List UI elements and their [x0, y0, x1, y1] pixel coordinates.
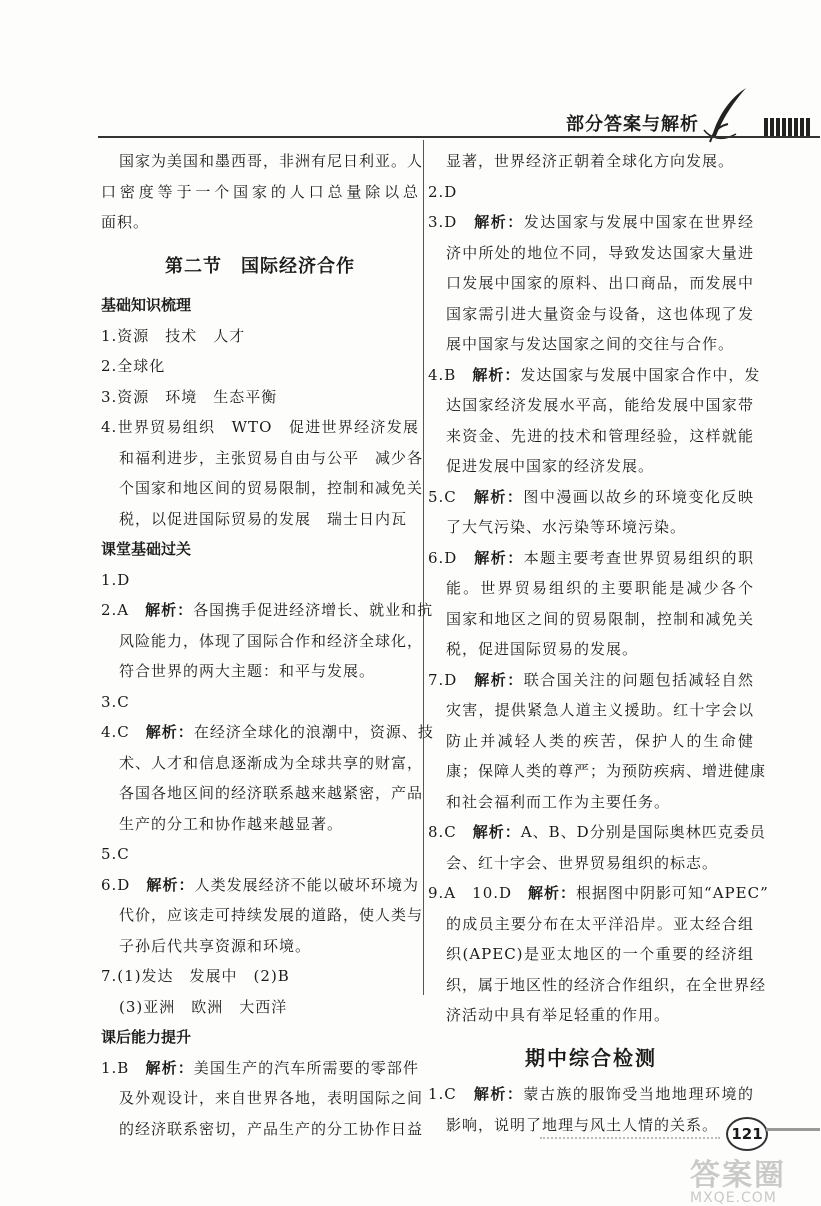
analysis-line: 来资金、先进的技术和管理经验，这样就能	[446, 426, 754, 445]
answer-number: 5.C	[428, 487, 474, 506]
analysis-text: 在经济全球化的浪潮中，资源、技	[193, 723, 434, 741]
basics-heading: 基础知识梳理	[101, 296, 192, 314]
text-line: 口密度等于一个国家的人口总量除以总	[101, 182, 419, 201]
left-column	[101, 146, 434, 1144]
analysis-line: 会、红十字会、世界贸易组织的标志。	[446, 853, 719, 872]
analysis-line: 口发展中国家的原料、出口商品，而发展中	[446, 274, 754, 292]
answer-number: 6.D	[101, 875, 147, 894]
analysis-line: 国家需引进大量资金与设备，这也体现了发	[446, 304, 754, 323]
answer-number: 9.A 10.D	[428, 884, 529, 902]
analysis-line: 的成员主要分布在太平洋沿岸。亚太经合组	[446, 914, 754, 933]
answer-line: (3)亚洲 欧洲 大西洋	[119, 997, 288, 1016]
analysis-text: 各国携手促进经济增长、就业和抗	[193, 601, 434, 619]
analysis-line: 税，促进国际贸易的发展。	[446, 640, 639, 658]
analysis-line: 各国各地区间的经济联系越来越紧密，产品	[119, 784, 424, 802]
analysis-text: 图中漫画以故乡的环境变化反映	[523, 487, 754, 506]
analysis-line: 生产的分工和协作越来越显著。	[119, 814, 344, 833]
analysis-line: 风险能力，体现了国际合作和经济全球化，	[119, 631, 424, 650]
analysis-line: 子孙后代共享资源和环境。	[119, 936, 312, 955]
analysis-line: 济中所处的地位不同，导致发达国家大量进	[446, 243, 754, 262]
answer-number: 4.B	[428, 365, 473, 384]
answer-line: 1.D	[101, 570, 131, 589]
answer-line: 7.(1)发达 发展中 (2)B	[101, 967, 290, 985]
text-line: 显著，世界经济正朝着全球化方向发展。	[446, 152, 735, 170]
analysis-label: 解析：	[472, 365, 521, 384]
analysis-line: 促进发展中国家的经济发展。	[446, 457, 655, 475]
analysis-label: 解析：	[145, 601, 194, 619]
answer-line: 2.全球化	[101, 357, 166, 375]
answer-line: 和福利进步，主张贸易自由与公平 减少各	[119, 448, 424, 467]
analysis-label: 解析：	[145, 723, 194, 741]
analysis-line: 能。世界贸易组织的主要职能是减少各个	[446, 579, 754, 597]
analysis-line: 代价，应该走可持续发展的道路，使人类与	[119, 906, 424, 924]
midterm-title: 期中综合检测	[525, 1045, 657, 1070]
analysis-text: 根据图中阴影可知“APEC”	[576, 884, 769, 902]
analysis-line: 展中国家与发达国家之间的交往与合作。	[446, 335, 735, 353]
analysis-line: 符合世界的两大主题：和平与发展。	[119, 662, 376, 680]
answer-number: 8.C	[428, 823, 473, 841]
analysis-line: 国家和地区之间的贸易限制，控制和减免关	[446, 609, 754, 628]
watermark-url: MXQE.COM	[690, 1190, 777, 1206]
text-line: 面积。	[101, 213, 150, 231]
analysis-text: 蒙古族的服饰受当地地理环境的	[523, 1085, 754, 1103]
analysis-label: 解析：	[473, 487, 524, 506]
right-column	[428, 146, 769, 1140]
analysis-text: 发达国家与发展中国家合作中，发	[520, 365, 761, 384]
analysis-label: 解析：	[473, 1085, 524, 1103]
analysis-line: 达国家经济发展水平高，能给发展中国家带	[446, 396, 754, 414]
answer-line: 3.资源 环境 生态平衡	[101, 387, 278, 406]
answer-line: 4.世界贸易组织 WTO 促进世界经济发展	[101, 418, 419, 436]
analysis-label: 解析：	[474, 213, 524, 231]
analysis-line: 康；保障人类的尊严；为预防疾病、增进健康	[446, 762, 767, 780]
analysis-line: 织，属于地区性的经济合作组织，在全世界经	[446, 975, 767, 994]
classroom-heading: 课堂基础过关	[101, 540, 192, 558]
answer-line: 5.C	[101, 845, 130, 863]
analysis-line: 影响，说明了地理与风土人情的关系。	[446, 1115, 719, 1134]
analysis-line: 术、人才和信息逐渐成为全球共享的财富，	[119, 753, 424, 772]
analysis-text: 发达国家与发展中国家在世界经	[523, 213, 754, 231]
header-rule	[98, 136, 820, 138]
watermark-logo-text: 答案圈	[690, 1158, 786, 1193]
answer-number: 1.C	[428, 1085, 474, 1103]
page-number: 121	[726, 1117, 768, 1151]
answer-line: 3.C	[101, 692, 130, 711]
analysis-label: 解析：	[145, 1058, 194, 1077]
analysis-line: 织(APEC)是亚太地区的一个重要的经济组	[446, 945, 754, 963]
analysis-line: 了大气污染、水污染等环境污染。	[446, 518, 687, 536]
analysis-label: 解析：	[474, 670, 524, 689]
analysis-label: 解析：	[146, 875, 195, 894]
footer-dotted-rule	[540, 1137, 720, 1139]
section-title: 第二节 国际经济合作	[165, 255, 355, 277]
answer-line: 1.资源 技术 人才	[101, 326, 246, 345]
analysis-text: 本题主要考查世界贸易组织的职	[523, 548, 754, 567]
answer-number: 6.D	[428, 548, 475, 567]
analysis-line: 及外观设计，来自世界各地，表明国际之间	[119, 1089, 424, 1107]
answer-number: 1.B	[101, 1058, 146, 1077]
answer-line: 2.D	[428, 182, 458, 201]
analysis-text: 美国生产的汽车所需要的零部件	[193, 1058, 419, 1077]
answer-number: 7.D	[428, 670, 475, 689]
answer-number: 2.A	[101, 601, 146, 619]
analysis-line: 和社会福利而工作为主要任务。	[446, 792, 671, 811]
site-watermark	[690, 1150, 786, 1206]
analysis-line: 灾害，提供紧急人道主义援助。红十字会以	[446, 701, 754, 719]
answer-number: 3.D	[428, 213, 475, 231]
analysis-label: 解析：	[528, 884, 577, 902]
analysis-label: 解析：	[474, 548, 524, 567]
analysis-text: 人类发展经济不能以破坏环境为	[194, 875, 419, 894]
analysis-line: 济活动中具有举足轻重的作用。	[446, 1006, 671, 1024]
analysis-text: 联合国关注的问题包括减轻自然	[523, 670, 754, 689]
answer-line: 个国家和地区间的贸易限制，控制和减免关	[119, 479, 424, 497]
answer-line: 税，以促进国际贸易的发展 瑞士日内瓦	[119, 509, 408, 528]
text-line: 国家为美国和墨西哥，非洲有尼日利亚。人	[119, 152, 424, 170]
page-number-streak	[766, 1128, 820, 1131]
analysis-label: 解析：	[472, 823, 521, 841]
analysis-text: A、B、D分别是国际奥林匹克委员	[520, 823, 766, 841]
column-divider	[423, 140, 424, 995]
after-class-heading: 课后能力提升	[101, 1028, 192, 1046]
analysis-line: 防止并减轻人类的疾苦，保护人的生命健	[446, 731, 754, 750]
running-header-title: 部分答案与解析	[566, 114, 699, 135]
analysis-line: 的经济联系密切，产品生产的分工协作日益	[119, 1119, 424, 1138]
answer-number: 4.C	[101, 723, 146, 741]
